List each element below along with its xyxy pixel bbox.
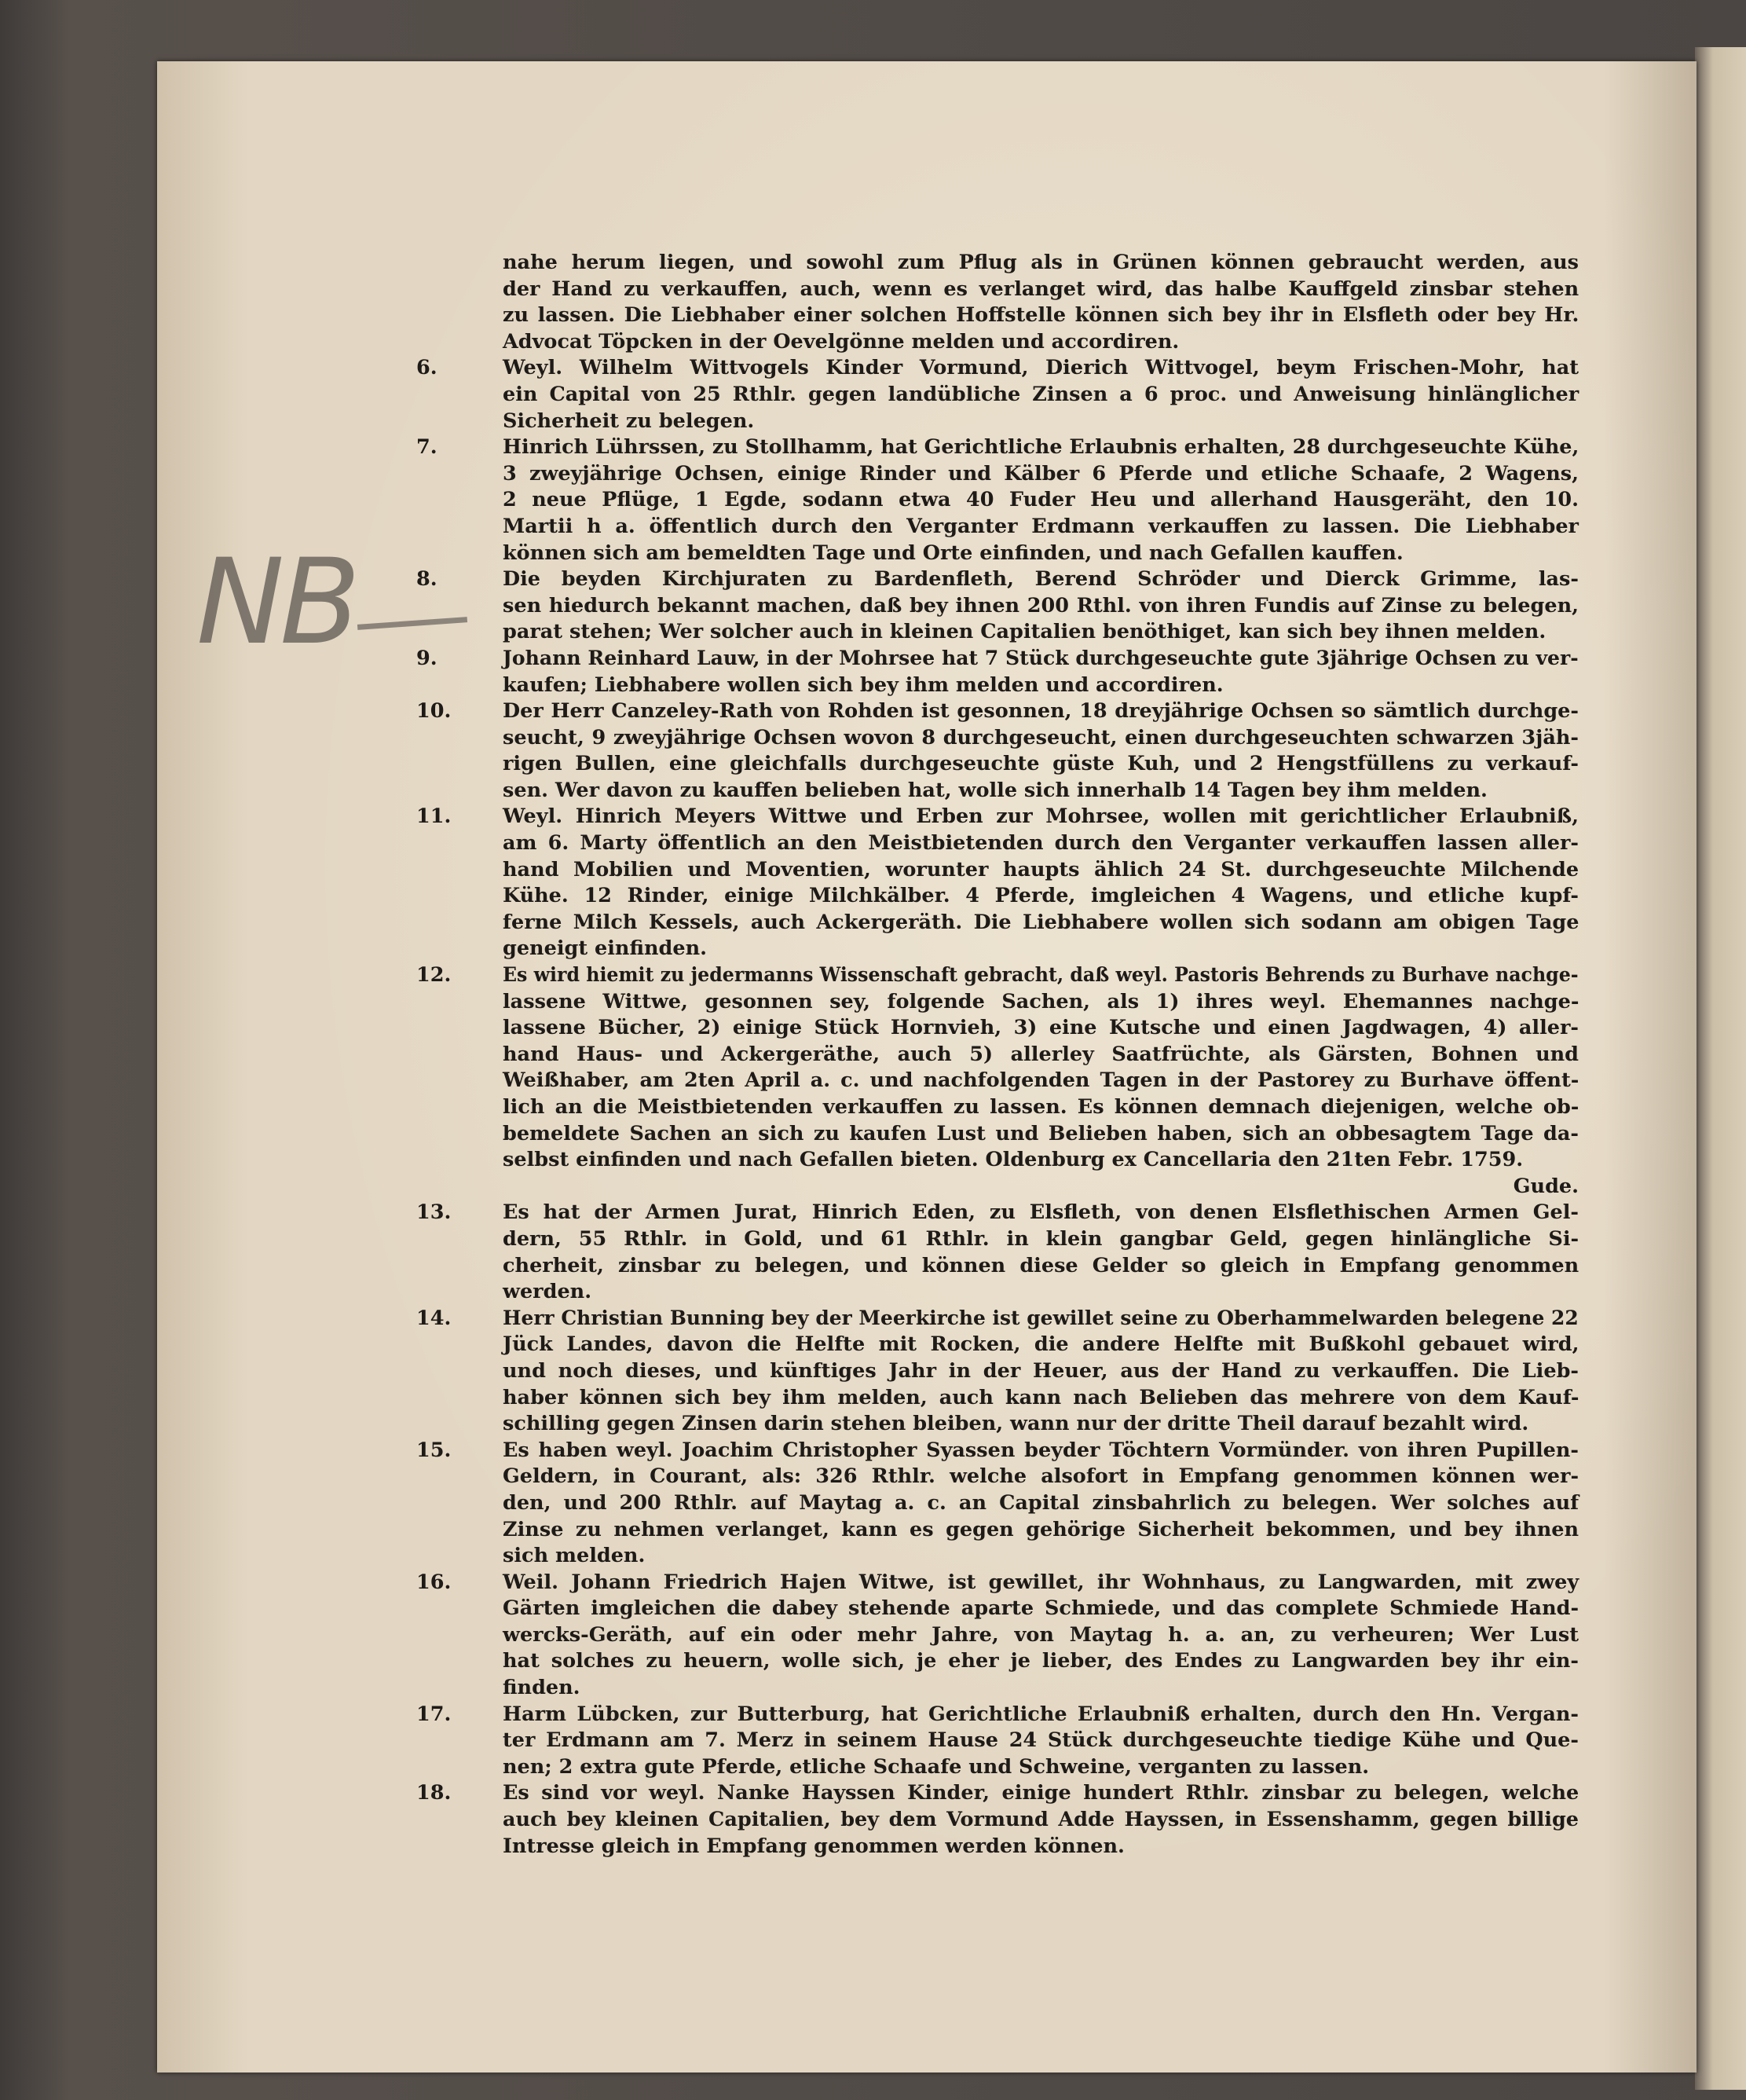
text-line: haber können sich bey ihm melden, auch kann nach Belieben das mehrere von dem Kauf- xyxy=(503,1385,1579,1409)
announcement-entry xyxy=(416,1702,1579,1781)
text-line: nahe herum liegen, und sowohl zum Pflug als in Grünen können gebraucht werden, aus xyxy=(503,251,1579,274)
entry-number: 18. xyxy=(416,1781,452,1805)
announcement-text xyxy=(416,250,1579,1860)
text-line: Es wird hiemit zu jedermanns Wissenschaft gebracht, daß weyl. Pastoris Behrends zu Burhave nachge- xyxy=(503,963,1579,988)
text-line: hand Mobilien und Moventien, worunter haupts ählich 24 St. durchgeseuchte Milchende xyxy=(503,857,1579,881)
text-line: finden. xyxy=(503,1676,580,1700)
text-line: hand Haus- und Ackergeräthe, auch 5) allerley Saatfrüchte, als Gärsten, Bohnen und xyxy=(503,1042,1579,1066)
text-line: lassene Wittwe, gesonnen sey, folgende Sachen, als 1) ihres weyl. Ehemannes nachge- xyxy=(503,989,1579,1013)
announcement-entry xyxy=(416,1438,1579,1570)
text-line: Hinrich Lührssen, zu Stollhamm, hat Gerichtliche Erlaubnis erhalten, 28 durchgeseuchte Kühe, xyxy=(503,435,1579,460)
text-line: 3 zweyjährige Ochsen, einige Rinder und Kälber 6 Pferde und etliche Schaafe, 2 Wagens, xyxy=(503,461,1579,486)
text-line: Die beyden Kirchjuraten zu Bardenfleth, Berend Schröder und Dierck Grimme, las- xyxy=(503,567,1579,592)
text-line: Es sind vor weyl. Nanke Hayssen Kinder, einige hundert Rthlr. zinsbar zu belegen, welche xyxy=(503,1781,1579,1805)
text-line: sen. Wer davon zu kauffen belieben hat, wolle sich innerhalb 14 Tagen bey ihm melden. xyxy=(503,778,1488,802)
entry-number: 10. xyxy=(416,699,452,724)
text-line: können sich am bemeldten Tage und Orte einfinden, und nach Gefallen kauffen. xyxy=(503,541,1404,565)
text-line: lich an die Meistbietenden verkauffen zu lassen. Es können demnach diejenigen, welche ob- xyxy=(503,1095,1579,1119)
text-line: auch bey kleinen Capitalien, bey dem Vormund Adde Hayssen, in Essenshamm, gegen billige xyxy=(503,1808,1579,1832)
text-line: parat stehen; Wer solcher auch in kleinen Capitalien benöthiget, kan sich bey ihnen melden. xyxy=(503,620,1547,644)
facing-page-edge xyxy=(1695,47,1746,2090)
announcement-entry xyxy=(416,646,1579,698)
text-line: am 6. Marty öffentlich an den Meistbietenden durch den Verganter verkauffen lassen aller- xyxy=(503,831,1579,856)
text-line: schilling gegen Zinsen darin stehen bleiben, wann nur der dritte Theil darauf bezahlt wird. xyxy=(503,1412,1529,1436)
entry-number: 14. xyxy=(416,1306,452,1330)
text-line: Der Herr Canzeley-Rath von Rohden ist gesonnen, 18 dreyjährige Ochsen so sämtlich durchge- xyxy=(503,699,1579,724)
text-line: werden. xyxy=(503,1280,592,1304)
text-line: cherheit, zinsbar zu belegen, und können diese Gelder so gleich in Empfang genommen xyxy=(503,1253,1579,1277)
text-line: Gärten imgleichen die dabey stehende aparte Schmiede, und das complete Schmiede Hand- xyxy=(503,1596,1579,1621)
text-line: Weil. Johann Friedrich Hajen Witwe, ist gewillet, ihr Wohnhaus, zu Langwarden, mit zwey xyxy=(503,1570,1579,1594)
text-line: sen hiedurch bekannt machen, daß bey ihnen 200 Rthl. von ihren Fundis auf Zinse zu belegen, xyxy=(503,593,1579,618)
text-line: Johann Reinhard Lauw, in der Mohrsee hat 7 Stück durchgeseuchte gute 3jährige Ochsen zu ver- xyxy=(503,646,1579,670)
text-line: dern, 55 Rthlr. in Gold, und 61 Rthlr. in klein gangbar Geld, gegen hinlängliche Si- xyxy=(503,1226,1579,1251)
entry-number: 9. xyxy=(416,646,437,670)
text-line: hat solches zu heuern, wolle sich, je eher je lieber, des Endes zu Langwarden bey ihr ein- xyxy=(503,1649,1579,1673)
text-line: sich melden. xyxy=(503,1544,646,1568)
text-line: Kühe. 12 Rinder, einige Milchkälber. 4 Pferde, imgleichen 4 Wagens, und etliche kupf- xyxy=(503,884,1579,908)
text-line: Harm Lübcken, zur Butterburg, hat Gerichtliche Erlaubniß erhalten, durch den Hn. Vergan- xyxy=(503,1702,1579,1726)
announcement-entry xyxy=(416,355,1579,434)
text-line: ein Capital von 25 Rthlr. gegen landübliche Zinsen a 6 proc. und Anweisung hinlänglicher xyxy=(503,382,1579,406)
text-line: bemeldete Sachen an sich zu kaufen Lust und Belieben haben, sich an obbesagtem Tage da- xyxy=(503,1121,1579,1145)
text-line: rigen Bullen, eine gleichfalls durchgeseuchte güste Kuh, und 2 Hengstfüllens zu verkauf- xyxy=(503,752,1579,776)
text-line: Geldern, in Courant, als: 326 Rthlr. welche alsofort in Empfang genommen können wer- xyxy=(503,1464,1579,1489)
text-line: selbst einfinden und nach Gefallen bieten. Oldenburg ex Cancellaria den 21ten Febr. 1759. xyxy=(503,1148,1524,1172)
entry-number: 12. xyxy=(416,963,452,988)
text-line: geneigt einfinden. xyxy=(503,936,707,961)
entry-number: 17. xyxy=(416,1702,452,1726)
text-line: Intresse gleich in Empfang genommen werden können. xyxy=(503,1834,1125,1858)
entry-number: 8. xyxy=(416,567,437,592)
margin-note-handwritten: NB xyxy=(196,534,357,671)
text-line: Weyl. Wilhelm Wittvogels Kinder Vormund, Dierich Wittvogel, beym Frischen-Mohr, hat xyxy=(503,356,1579,380)
text-line: ter Erdmann am 7. Merz in seinem Hause 24 Stück durchgeseuchte tiedige Kühe und Que- xyxy=(503,1728,1579,1753)
announcement-entry xyxy=(416,962,1579,1200)
text-line: Sicherheit zu belegen. xyxy=(503,409,755,433)
text-line: Es hat der Armen Jurat, Hinrich Eden, zu Elsfleth, von denen Elsflethischen Armen Gel- xyxy=(503,1200,1579,1225)
text-line: Weyl. Hinrich Meyers Wittwe und Erben zur Mohrsee, wollen mit gerichtlicher Erlaubniß, xyxy=(503,804,1579,829)
text-line: 2 neue Pflüge, 1 Egde, sodann etwa 40 Fuder Heu und allerhand Hausgeräht, den 10. xyxy=(503,488,1579,512)
text-line: Es haben weyl. Joachim Christopher Syassen beyder Töchtern Vormünder. von ihren Pupillen- xyxy=(503,1438,1579,1462)
announcement-entry xyxy=(503,250,1579,355)
announcement-entry xyxy=(416,1306,1579,1438)
entry-number: 11. xyxy=(416,804,452,829)
text-line: Jück Landes, davon die Helfte mit Rocken, die andere Helfte mit Bußkohl gebauet wird, xyxy=(503,1332,1579,1357)
signature: Gude. xyxy=(1513,1174,1579,1198)
entry-number: 7. xyxy=(416,435,437,460)
entry-number: 13. xyxy=(416,1200,452,1225)
text-line: zu lassen. Die Liebhaber einer solchen Hoffstelle können sich bey ihr in Elsfleth oder bey Hr. xyxy=(503,303,1579,328)
text-line: und noch dieses, und künftiges Jahr in der Heuer, aus der Hand zu verkauffen. Die Lieb- xyxy=(503,1358,1579,1383)
entry-number: 15. xyxy=(416,1438,452,1462)
announcement-entry xyxy=(416,1570,1579,1702)
announcement-entry xyxy=(416,698,1579,804)
text-line: Zinse zu nehmen verlanget, kann es gegen gehörige Sicherheit bekommen, und bey ihnen xyxy=(503,1517,1579,1541)
announcement-entry xyxy=(416,804,1579,962)
text-line: Weißhaber, am 2ten April a. c. und nachfolgenden Tagen in der Pastorey zu Burhave öffent- xyxy=(503,1068,1579,1093)
entry-number: 16. xyxy=(416,1570,452,1594)
announcement-entry xyxy=(416,1780,1579,1860)
text-line: Advocat Töpcken in der Oevelgönne melden und accordiren. xyxy=(503,329,1180,354)
text-line: lassene Bücher, 2) einige Stück Hornvieh, 3) eine Kutsche und einen Jagdwagen, 4) aller- xyxy=(503,1016,1579,1040)
text-line: wercks-Geräth, auf ein oder mehr Jahre, von Maytag h. a. an, zu verheuren; Wer Lust xyxy=(503,1622,1579,1647)
text-line: Herr Christian Bunning bey der Meerkirche ist gewillet seine zu Oberhammelwarden belegene 22 xyxy=(503,1306,1579,1330)
text-line: ferne Milch Kessels, auch Ackergeräth. Die Liebhabere wollen sich sodann am obigen Tage xyxy=(503,910,1579,934)
announcement-entry xyxy=(416,434,1579,566)
text-line: Martii h a. öffentlich durch den Verganter Erdmann verkauffen zu lassen. Die Liebhaber xyxy=(503,514,1579,538)
entry-number: 6. xyxy=(416,356,437,380)
text-line: den, und 200 Rthlr. auf Maytag a. c. an Capital zinsbahrlich zu belegen. Wer solches auf xyxy=(503,1490,1579,1515)
text-line: nen; 2 extra gute Pferde, etliche Schaafe und Schweine, verganten zu lassen. xyxy=(503,1754,1370,1779)
text-line: seucht, 9 zweyjährige Ochsen wovon 8 durchgeseucht, einen durchgeseuchten schwarzen 3jäh- xyxy=(503,725,1579,749)
text-line: kaufen; Liebhabere wollen sich bey ihm melden und accordiren. xyxy=(503,673,1224,697)
announcement-entry xyxy=(416,1200,1579,1305)
text-line: der Hand zu verkauffen, auch, wenn es verlanget wird, das halbe Kauffgeld zinsbar stehen xyxy=(503,277,1579,301)
announcement-entry xyxy=(416,566,1579,646)
